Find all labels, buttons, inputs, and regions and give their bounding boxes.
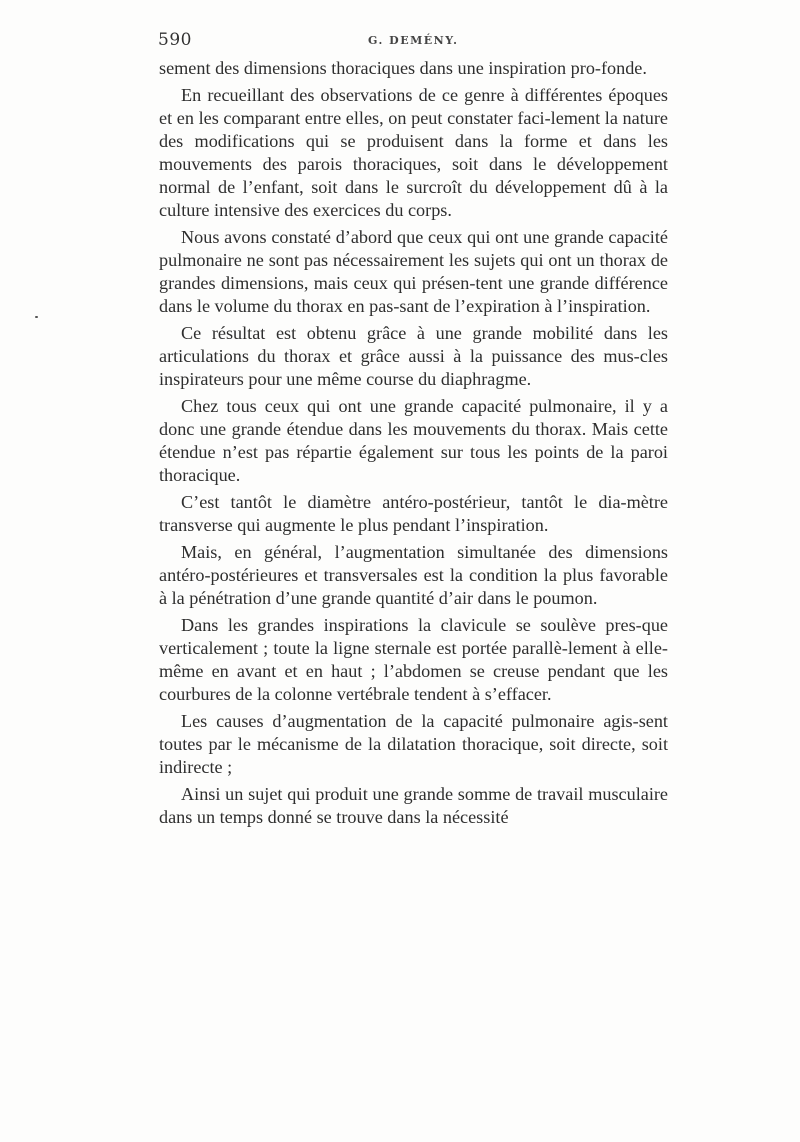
paragraph: Mais, en général, l’augmentation simultanée des dimensions antéro-postérieures et transversales est la condition la plus favorable à la pénétration d’une grande quantité d’air dans le poumon. [159,542,668,608]
paragraph: Ainsi un sujet qui produit une grande somme de travail musculaire dans un temps donné se trouve dans la nécessité [159,784,668,827]
paragraph: sement des dimensions thoraciques dans une inspiration pro-fonde. [159,58,647,78]
running-head: G. DEMÉNY. [368,34,459,47]
paragraph: Les causes d’augmentation de la capacité pulmonaire agis-sent toutes par le mécanisme de la dilatation thoracique, soit directe, soit indirecte ; [159,711,668,777]
paragraph: Nous avons constaté d’abord que ceux qui ont une grande capacité pulmonaire ne sont pas nécessairement les sujets qui ont un thorax de grandes dimensions, mais ceux qui présen-tent une grande différence dans le volume du thorax en pas-sant de l’expiration à l’inspiration. [159,227,668,316]
paragraph: C’est tantôt le diamètre antéro-postérieur, tantôt le dia-mètre transverse qui augmente le plus pendant l’inspiration. [159,492,668,535]
page-number: 590 [158,30,192,50]
paragraph: Ce résultat est obtenu grâce à une grande mobilité dans les articulations du thorax et grâce aussi à la puissance des mus-cles inspirateurs pour une même course du diaphragme. [159,323,668,389]
paragraph: En recueillant des observations de ce genre à différentes époques et en les comparant entre elles, on peut constater faci-lement la nature des modifications qui se produisent dans la forme et dans les mouvements des parois thoraciques, soit dans le développement normal de l’enfant, soit dans le surcroît du développement dû à la culture intensive des exercices du corps. [159,85,668,220]
body-text [159,57,668,833]
paragraph: Chez tous ceux qui ont une grande capacité pulmonaire, il y a donc une grande étendue dans les mouvements du thorax. Mais cette étendue n’est pas répartie également sur tous les points de la paroi thoracique. [159,396,668,485]
paragraph: Dans les grandes inspirations la clavicule se soulève pres-que verticalement ; toute la ligne sternale est portée parallè-lement à elle-même en avant et en haut ; l’abdomen se creuse pendant que les courbures de la colonne vertébrale tendent à s’effacer. [159,615,668,704]
print-speck [35,316,38,318]
page-header [158,30,670,52]
